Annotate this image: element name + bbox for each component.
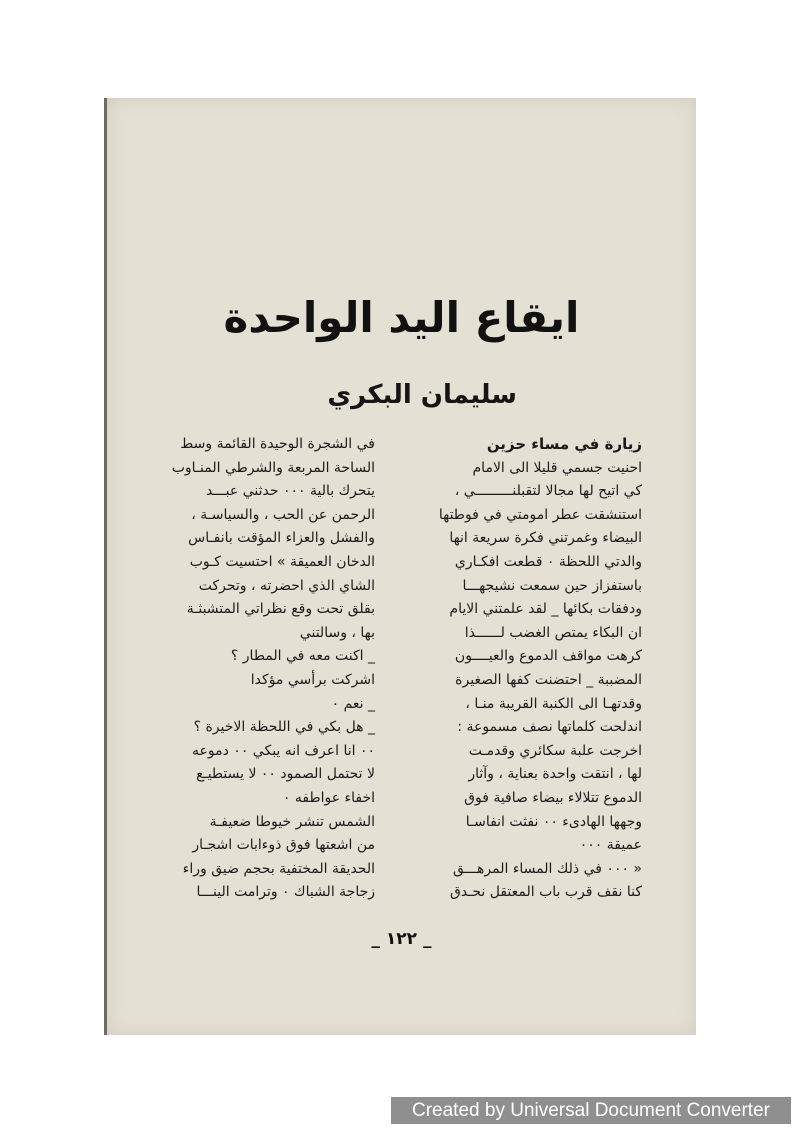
text-line: اخرجت علبة سكائري وقدمـت — [468, 742, 642, 759]
text-line: كنا نقف قرب باب المعتقل نحـدق — [450, 884, 642, 901]
text-line: استنشقت عطر امومتي في فوطتها — [438, 506, 642, 523]
text-line: في الشجرة الوحيدة القائمة وسط — [180, 436, 375, 452]
text-line: وجهها الهادىء ٠٠ نفثت انفاسـا — [465, 813, 642, 830]
scanned-page — [107, 98, 696, 1035]
text-line: والفشل والعزاء المؤقت بانفـاس — [188, 530, 375, 547]
text-line: الشمس تنشر خيوطا ضعيفـة — [209, 813, 375, 830]
text-line: الدموع تتلالاء بيضاء صافية فوق — [464, 789, 642, 806]
text-line: اخفاء عواطفه ٠ — [282, 789, 375, 806]
text-line: لها ، انتقت واحدة بعناية ، وآثار — [468, 766, 642, 783]
text-line: والدتي اللحظة ٠ قطعت افكـاري — [454, 553, 642, 570]
author-name: سليمان البكري — [327, 380, 517, 410]
right-column — [405, 433, 642, 905]
text-line: « ٠٠٠ في ذلك المساء المرهـــق — [453, 860, 642, 877]
text-line: زجاجة الشباك ٠ وترامت الينـــا — [196, 884, 375, 901]
text-line: البيضاء وغمرتني فكرة سريعة انها — [449, 530, 642, 547]
text-line: وقدتهـا الى الكنبة القريبة منـا ، — [465, 695, 642, 712]
text-line: الدخان العميقة » احتسيت كـوب — [189, 553, 375, 570]
converter-watermark: Created by Universal Document Converter — [391, 1097, 791, 1124]
text-line: ٠٠ انا اعرف انه يبكي ٠٠ دموعه — [192, 742, 375, 759]
dialogue-line: _ نعم ٠ — [331, 695, 375, 712]
text-line: ودفقات بكائها _ لقد علمتني الايام — [449, 601, 642, 618]
text-line: اشركت برأسي مؤكدا — [250, 671, 375, 688]
text-line: احنيت جسمي قليلا الى الامام — [472, 459, 642, 476]
text-line: اندلحت كلماتها نصف مسموعة : — [457, 719, 642, 736]
text-line: لا تحتمل الصمود ٠٠ لا يستطيـع — [196, 766, 375, 783]
text-line: الساحة المربعة والشرطي المنـاوب — [171, 459, 375, 476]
text-line: عميقة ٠٠٠ — [579, 837, 642, 854]
dialogue-line: _ اكنت معه في المطار ؟ — [230, 648, 375, 665]
text-line: الشاي الذي احضرته ، وتحركت — [198, 577, 375, 594]
text-line: المضببة _ احتضنت كفها الصغيرة — [455, 671, 642, 688]
dialogue-line: _ هل بكي في اللحظة الاخيرة ؟ — [193, 719, 375, 736]
text-line: بها ، وسالتني — [299, 624, 375, 641]
text-line: من اشعتها فوق ذوءابات اشجـار — [192, 837, 375, 854]
text-line: يتحرك بالية ٠٠٠ حدثني عبـــد — [206, 483, 375, 500]
text-line: ان البكاء يمتص الغضب لــــــذا — [464, 624, 642, 641]
text-line: بقلق تحت وقع نظراتي المتشبثـة — [186, 601, 375, 618]
text-line: كي اتيح لها مجالا لتقبلنـــــــــي ، — [454, 483, 642, 500]
text-line: الحديقة المختفية بحجم ضيق وراء — [182, 860, 375, 877]
text-line: الرحمن عن الحب ، والسياسـة ، — [191, 506, 375, 523]
article-title: ايقاع اليد الواحدة — [223, 293, 580, 342]
text-line: كرهت مواقف الدموع والعيــــون — [454, 648, 642, 665]
page-number: _ ١٢٢ _ — [371, 929, 432, 949]
text-line: باستفزاز حين سمعت نشيجهـــا — [462, 577, 642, 594]
left-column — [147, 433, 375, 905]
section-heading: زيارة في مساء حزين — [486, 435, 642, 453]
